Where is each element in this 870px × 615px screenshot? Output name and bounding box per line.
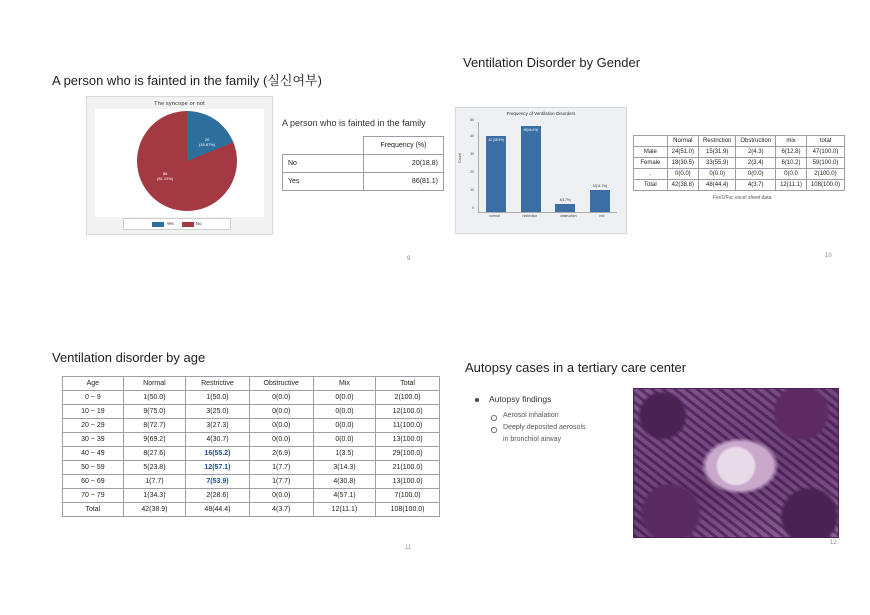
bar-label-normal: 42 (38.9%) [488,138,505,142]
column-header-mix: mix [776,136,807,147]
legend-label-no: No [195,221,202,227]
column-header-normal: Normal [667,136,698,147]
cell-total-10-19: 12(100.0) [376,405,440,419]
cell-total-40-49: 29(100.0) [376,447,440,461]
y-tick-50: 50 [470,118,474,122]
cell-age-0-9: 0 ~ 9 [63,391,124,405]
cell-obstructive-40-49: 2(6.9) [249,447,313,461]
x-axis-ticks [478,214,616,218]
slide-number: 9 [407,256,411,262]
ventilation-age-table [62,376,440,517]
cell-restrictive-50-59: 12(57.1) [186,461,250,475]
cell-restrictive-10-19: 3(25.0) [186,405,250,419]
cell-mix-total: 12(11.1) [313,503,375,517]
cell-normal-60-69: 1(7.7) [123,475,186,489]
cell-restrictive-40-49: 16(55.2) [186,447,250,461]
cell-obstructive-20-29: 0(0.0) [249,419,313,433]
legend-item-no [182,221,202,226]
cell-normal-20-29: 8(72.7) [123,419,186,433]
slide-ventilation-gender [455,55,845,259]
row-header-unknown: . [634,169,668,180]
cell-normal-0-9: 1(50.0) [123,391,186,405]
page-title: Ventilation Disorder by Gender [463,55,641,70]
table-row [634,180,845,191]
cell-normal-40-49: 8(27.6) [123,447,186,461]
cell-mix-20-29: 0(0.0) [313,419,375,433]
table-row [63,489,440,503]
syncope-frequency-table [282,136,444,191]
cell-obstructive-10-19: 0(0.0) [249,405,313,419]
table-row [63,391,440,405]
cell-total-30-39: 13(100.0) [376,433,440,447]
table-row [283,137,444,155]
cell-normal-70-79: 1(34.3) [123,489,186,503]
page-title: Ventilation disorder by age [52,350,206,365]
bullet-autopsy-findings: Autopsy findings [473,394,633,404]
slide-number: 12 [830,540,837,546]
bullet-bronchiol-airway: in bronchiol airway [503,436,561,443]
x-tick-normal: normal [489,214,500,218]
table-row [634,158,845,169]
cell-obstructive-30-39: 0(0.0) [249,433,313,447]
cell-restrictive-30-39: 4(30.7) [186,433,250,447]
cell-female-restriction: 33(55.9) [699,158,736,169]
table-row [63,475,440,489]
slide-number: 11 [405,545,412,551]
cell-total-total: 108(100.0) [376,503,440,517]
bullet-deeply-deposited-aerosols: Deeply deposited aerosols [473,424,633,431]
histology-micrograph-image [633,388,839,538]
bar-mix [590,184,610,212]
cell-corner-empty [634,136,668,147]
cell-age-70-79: 70 ~ 79 [63,489,124,503]
y-axis-ticks [462,118,476,214]
cell-unknown-total: 2(100.0) [806,169,844,180]
cell-mix-40-49: 1(3.5) [313,447,375,461]
bar-series [479,122,617,212]
x-tick-obstruction: obstruction [559,214,577,218]
column-header-total: Total [376,377,440,391]
legend-item-yes [152,221,173,226]
bar-chart-card [455,107,627,234]
slide-ventilation-age [50,350,440,560]
bar-label-mix: 12(11.1%) [592,184,607,188]
cell-mix-60-69: 4(30.8) [313,475,375,489]
column-header-frequency: Frequency (%) [364,137,444,155]
table-row [634,169,845,180]
page-title: A person who is fainted in the family (실신여부) [52,73,322,88]
y-tick-30: 30 [470,152,474,156]
column-header-obstructive: Obstructive [249,377,313,391]
row-header-total: Total [634,180,668,191]
y-axis-title: Count [458,153,462,163]
cell-age-30-39: 30 ~ 39 [63,433,124,447]
row-header-female: Female [634,158,668,169]
cell-unknown-normal: 0(0.0) [667,169,698,180]
cell-restrictive-total: 48(44.4) [186,503,250,517]
cell-mix-70-79: 4(57.1) [313,489,375,503]
cell-male-mix: 6(12.8) [776,147,807,158]
bar-restriction [521,126,541,212]
cell-normal-30-39: 9(69.2) [123,433,186,447]
table-row [63,419,440,433]
y-tick-20: 20 [470,170,474,174]
cell-normal-total: 42(38.9) [123,503,186,517]
cell-normal-50-59: 5(23.8) [123,461,186,475]
cell-restrictive-0-9: 1(50.0) [186,391,250,405]
pie-legend [123,218,231,230]
pie-chart-title: The syncope or not [154,101,205,107]
column-header-normal: Normal [123,377,186,391]
cell-obstructive-0-9: 0(0.0) [249,391,313,405]
cell-female-normal: 18(30.5) [667,158,698,169]
legend-swatch-yes [152,222,164,227]
table-row [63,447,440,461]
table-caption: A person who is fainted in the family [282,118,426,128]
cell-total-total: 108(100.0) [806,180,844,191]
pie-plot-area [95,109,264,217]
pie-slice-label-yes: 20 (18.87%) [199,137,216,147]
table-row [634,147,845,158]
table-header-row [63,377,440,391]
legend-label-yes: Yes [166,221,174,227]
cell-empty [283,137,364,155]
slide-autopsy [465,360,845,550]
cell-total-mix: 12(11.1) [776,180,807,191]
cell-male-total: 47(100.0) [806,147,844,158]
cell-age-60-69: 60 ~ 69 [63,475,124,489]
bar-label-restriction: 48(44.4%) [523,128,539,132]
cell-unknown-restriction: 0(0.0) [699,169,736,180]
cell-total-70-79: 7(100.0) [376,489,440,503]
bullet-aerosol-inhalation: Aerosol inhalation [473,412,633,419]
cell-male-obstruction: 2(4.3) [736,147,776,158]
syncope-side-panel [282,118,452,191]
cell-obstructive-70-79: 0(0.0) [249,489,313,503]
cell-total-50-59: 21(100.0) [376,461,440,475]
slide-number: 10 [825,253,832,259]
table-row [63,405,440,419]
cell-unknown-obstruction: 0(0.0) [736,169,776,180]
column-header-total: total [806,136,844,147]
cell-total-20-29: 11(100.0) [376,419,440,433]
pie-slice-label-no: 86 (81.13%) [157,171,174,181]
x-tick-mix: mix [599,214,605,218]
cell-value-no: 20(18.8) [364,155,444,173]
cell-male-normal: 24(51.0) [667,147,698,158]
table-row [63,461,440,475]
cell-restrictive-60-69: 7(53.9) [186,475,250,489]
cell-age-10-19: 10 ~ 19 [63,405,124,419]
cell-mix-50-59: 3(14.3) [313,461,375,475]
cell-mix-10-19: 0(0.0) [313,405,375,419]
cell-total-0-9: 2(100.0) [376,391,440,405]
cell-age-20-29: 20 ~ 29 [63,419,124,433]
cell-total-normal: 42(38.8) [667,180,698,191]
cell-total-restriction: 48(44.4) [699,180,736,191]
cell-label-no: No [283,155,364,173]
table-row [63,503,440,517]
bar-label-obstruction: 4(3.7%) [559,198,571,202]
cell-male-restriction: 15(31.9) [699,147,736,158]
bar-normal [486,136,506,212]
column-header-restriction: Restriction [699,136,736,147]
cell-mix-0-9: 0(0.0) [313,391,375,405]
cell-label-yes: Yes [283,173,364,191]
slide-syncope-family [50,70,438,262]
cell-value-yes: 86(81.1) [364,173,444,191]
ventilation-gender-table [633,135,845,191]
cell-female-total: 59(100.0) [806,158,844,169]
y-tick-40: 40 [470,134,474,138]
cell-obstructive-50-59: 1(7.7) [249,461,313,475]
legend-swatch-no [182,222,194,227]
cell-normal-10-19: 9(75.0) [123,405,186,419]
pie-icon [137,111,237,211]
pie-chart-card [86,96,273,235]
cell-restrictive-20-29: 3(27.3) [186,419,250,433]
gender-table-wrapper [633,135,845,191]
cell-age-40-49: 40 ~ 49 [63,447,124,461]
cell-obstructive-total: 4(3.7) [249,503,313,517]
column-header-restrictive: Restrictive [186,377,250,391]
column-header-mix: Mix [313,377,375,391]
page-title: Autopsy cases in a tertiary care center [465,360,687,375]
row-header-male: Male [634,147,668,158]
cell-female-mix: 6(10.2) [776,158,807,169]
bar-plot-area [478,122,617,213]
y-tick-0: 0 [472,206,474,210]
table-row [63,433,440,447]
column-header-obstruction: Obstruction [736,136,776,147]
y-tick-10: 10 [470,188,474,192]
cell-obstructive-60-69: 1(7.7) [249,475,313,489]
table-source-note: Fev1/Fvc excel sheet data [713,195,772,201]
cell-age-50-59: 50 ~ 59 [63,461,124,475]
table-row [283,173,444,191]
x-tick-restriction: restriction [522,214,538,218]
table-header-row [634,136,845,147]
column-header-age: Age [63,377,124,391]
cell-total-obstruction: 4(3.7) [736,180,776,191]
cell-mix-30-39: 0(0.0) [313,433,375,447]
autopsy-bullet-list [473,394,633,448]
cell-female-obstruction: 2(3.4) [736,158,776,169]
cell-restrictive-70-79: 2(28.6) [186,489,250,503]
cell-total-60-69: 13(100.0) [376,475,440,489]
bar-chart-title: Frequency of Ventilation Disorders [506,111,576,116]
cell-age-total: Total [63,503,124,517]
bar-obstruction [555,198,575,212]
table-row [283,155,444,173]
cell-unknown-mix: 0(0.0 [776,169,807,180]
